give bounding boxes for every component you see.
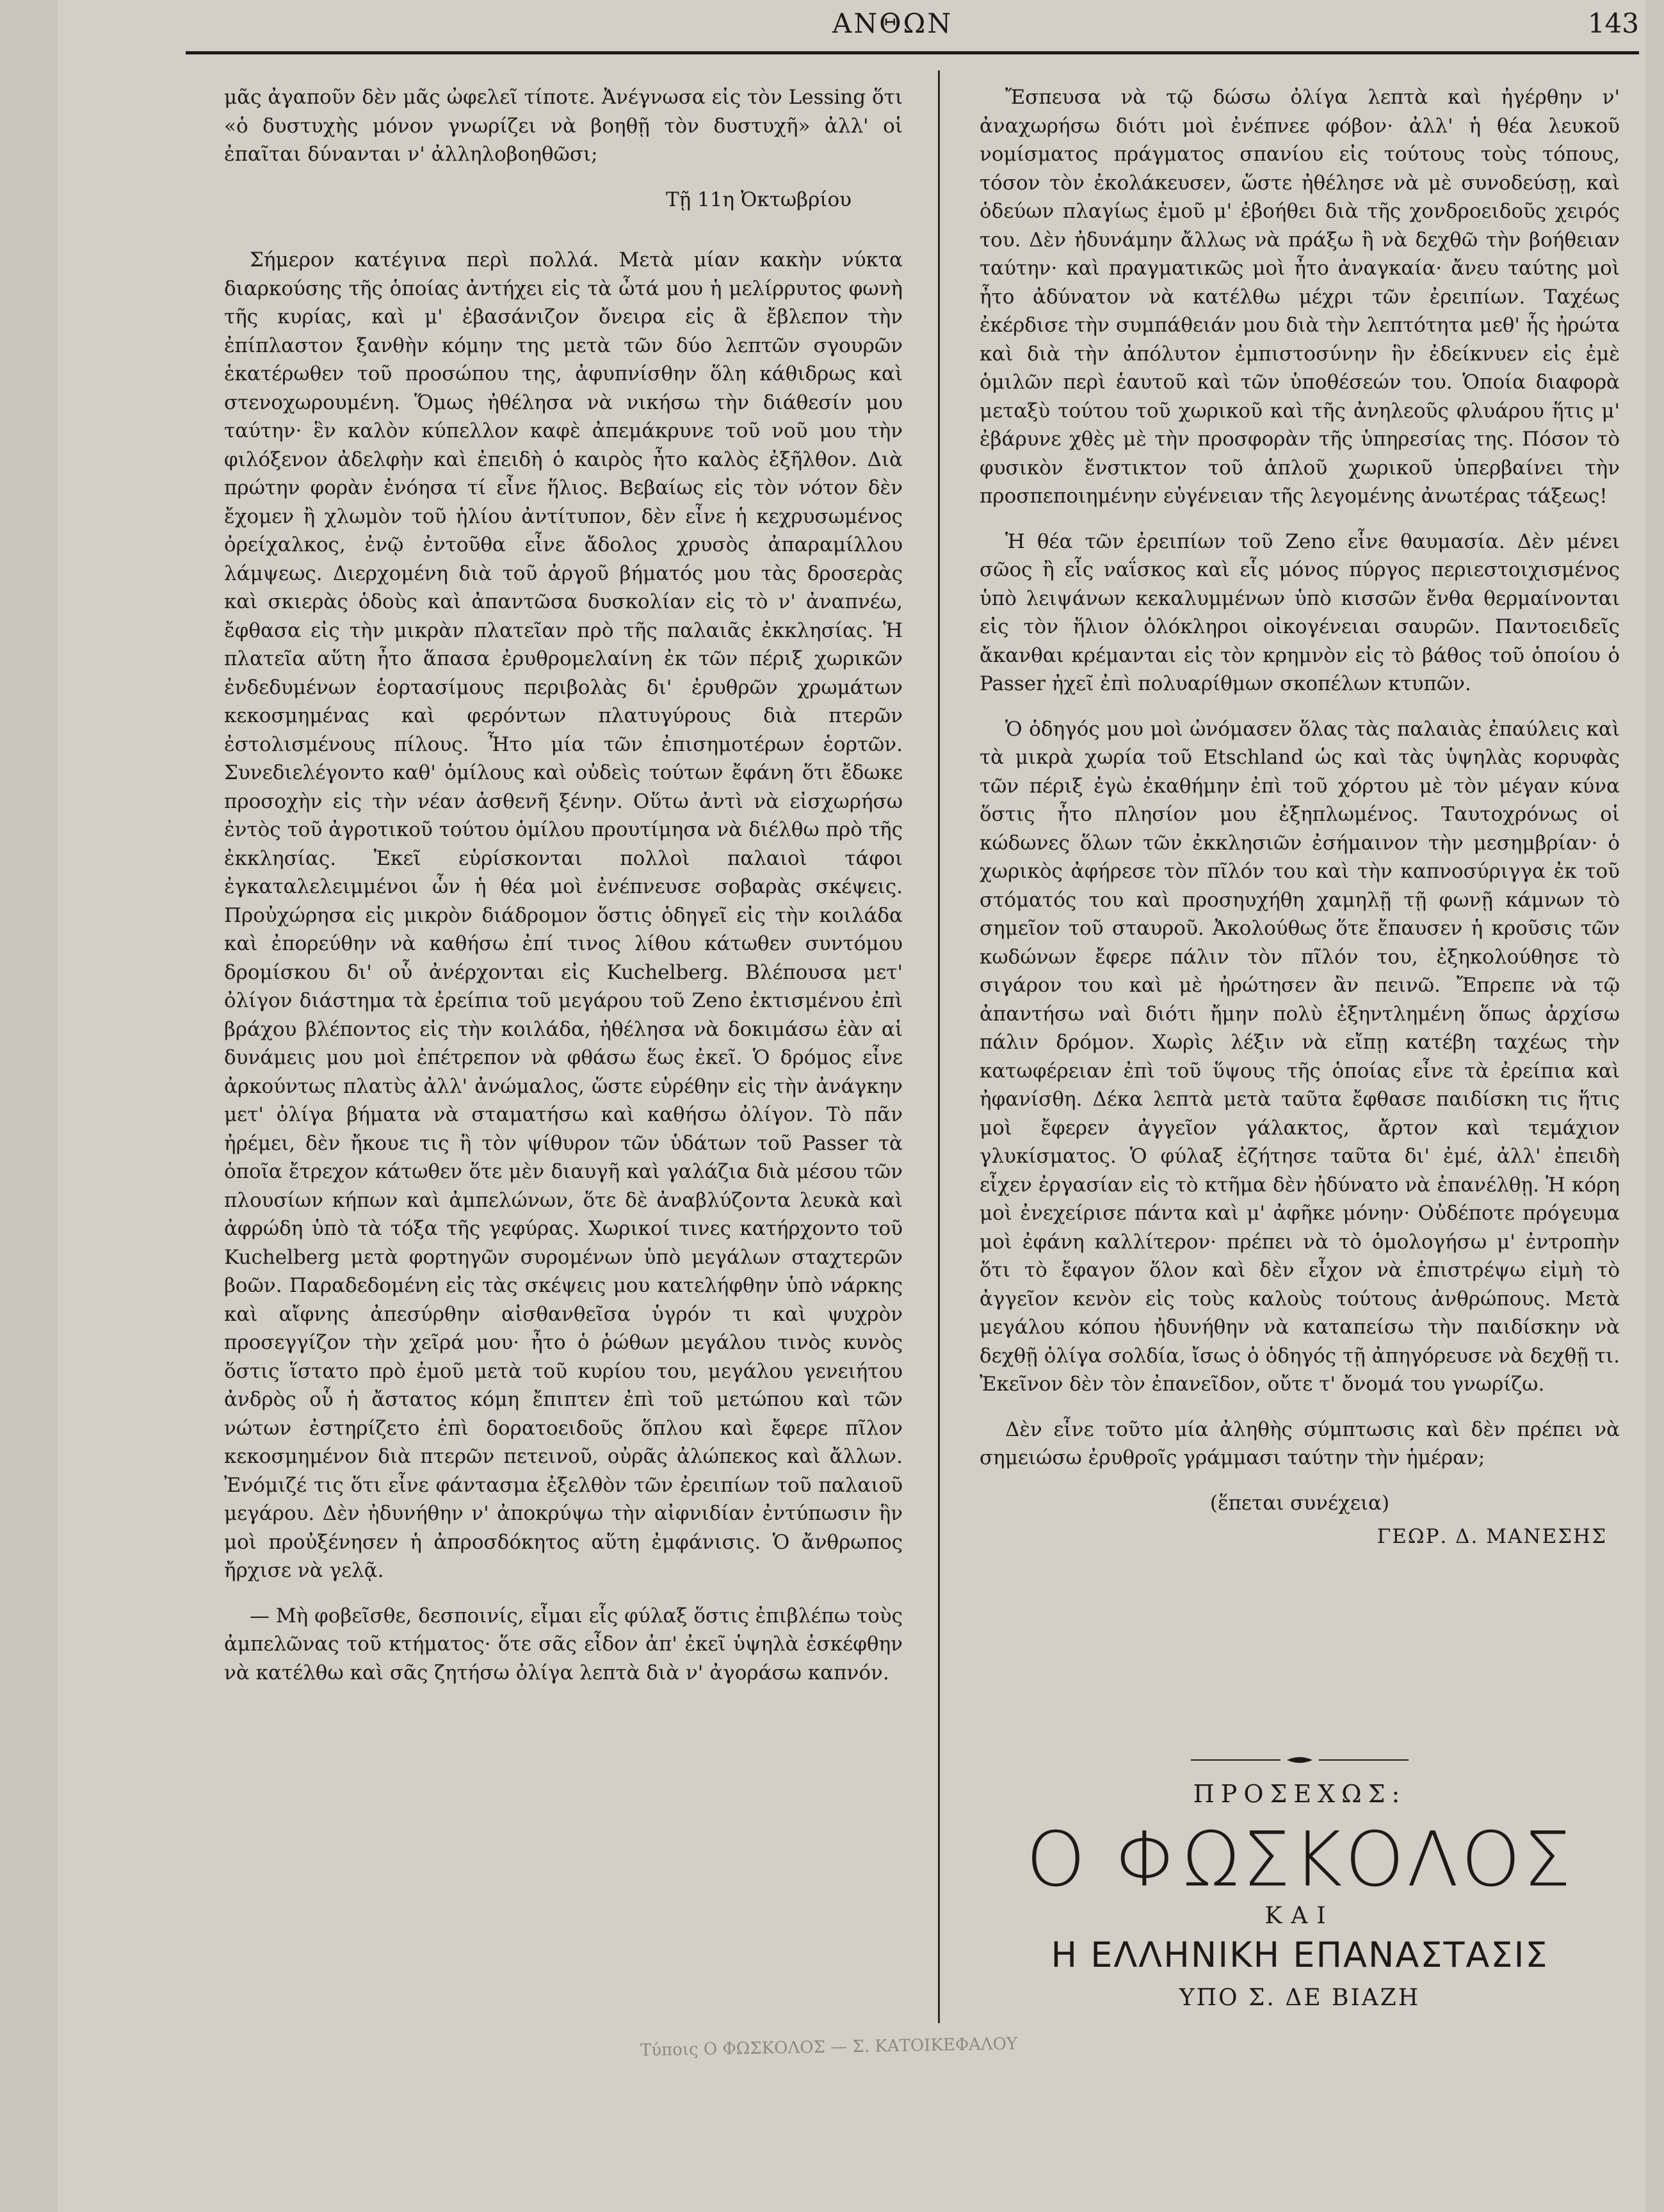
ad-author: ΥΠΟ Σ. ΔΕ ΒΙΑΖΗ bbox=[1179, 1985, 1421, 2011]
paragraph: Ὁ ὁδηγός μου μοὶ ὠνόμασεν ὅλας τὰς παλαιὰς ἐπαύλεις καὶ τὰ μικρὰ χωρία τοῦ Etschland ὡς καὶ τὰς ὑψηλὰς κορυφὰς τῶν πέριξ ἐγὼ ἐκαθήμην ἐπὶ τοῦ χόρτου μὲ τὸν μέγαν κύνα ὅστις ἦτο πλησίον μου ἐξηπλωμένος. Ταυτοχρόνως οἱ κώδωνες ὅλων τῶν ἐκκλησιῶν ἐσήμαινον τὴν μεσημβρίαν· ὁ χωρικὸς ἀφήρεσε τὸν πῖλόν του καὶ τὴν καπνοσύριγγα ἐκ τοῦ στόματός του καὶ προσηυχήθη χαμηλῇ τῇ φωνῇ κάμνων τὸ σημεῖον τοῦ σταυροῦ. Ἀκολούθως ὅτε ἔπαυσεν ἡ κροῦσις τῶν κωδώνων ἔφερε πάλιν τὸν πῖλόν του, ἐξηκολούθησε τὸ σιγάρον του καὶ μὲ ἠρώτησεν ἂν πεινῶ. Ἔπρεπε νὰ τῷ ἀπαντήσω ναὶ διότι ἤμην πολὺ ἐξηντλημένη ὅπως ἀρχίσω πάλιν δρόμον. Χωρὶς λέξιν νὰ εἴπῃ κατέβη ταχέως τὴν κατωφέρειαν ἐπὶ τοῦ ὕψους τῆς ὁποίας εἶνε τὰ ἐρείπια καὶ ἠφανίσθη. Δέκα λεπτὰ μετὰ ταῦτα ἔφθασε παιδίσκη τις ἥτις μοὶ ἔφερεν ἀγγεῖον γάλακτος, ἄρτον καὶ τεμάχιον γλυκίσματος. Ὁ φύλαξ ἐζήτησε ταῦτα δι' ἐμέ, ἀλλ' ἐπειδὴ εἶχεν ἐργασίαν εἰς τὸ κτῆμα δὲν ἠδύνατο νὰ ἐπανέλθῃ. Ἡ κόρη μοὶ ἐνεχείρισε πάντα καὶ μ' ἀφῆκε μόνην· Οὐδέποτε πρόγευμα μοὶ ἐφάνη καλλίτερον· πρέπει νὰ τὸ ὁμολογήσω μ' ἐντροπὴν ὅτι τὸ ἔφαγον ὅλον καὶ δὲν εἶχον νὰ ἐπιστρέψω εἰμὴ τὸ ἀγγεῖον κενὸν εἰς τοὺς καλοὺς τούτους ἀνθρώπους. Μετὰ μεγάλου κόπου ἠδυνήθην νὰ καταπείσω τὴν παιδίσκην νὰ δεχθῇ ὀλίγα σολδία, ἴσως ὁ ὁδηγός τῇ ἀπηγόρευσε νὰ δεχθῇ τι. Ἐκεῖνον δὲν τὸν ἐπανεῖδον, οὔτε τ' ὄνομά του γνωρίζω. bbox=[980, 717, 1620, 1396]
left-column bbox=[224, 83, 903, 2049]
paragraph: μᾶς ἀγαποῦν δὲν μᾶς ὠφελεῖ τίποτε. Ἀνέγνωσα εἰς τὸν Lessing ὅτι «ὁ δυστυχὴς μόνον γνωρίζει νὰ βοηθῇ τὸν δυστυχῆ» ἀλλ' οἱ ἐπαῖται δύνανται ν' ἀλληλοβοηθῶσι; bbox=[224, 86, 903, 166]
ad-subtitle: Η ΕΛΛΗΝΙΚΗ ΕΠΑΝΑΣΤΑΣΙΣ bbox=[1051, 1935, 1549, 1975]
paragraph: Σήμερον κατέγινα περὶ πολλά. Μετὰ μίαν κακὴν νύκτα διαρκούσης τῆς ὁποίας ἀντήχει εἰς τὰ ὦτά μου ἡ μελίρρυτος φωνὴ τῆς κυρίας, καὶ μ' ἐβασάνιζον ὄνειρα εἰς ἃ ἔβλεπον τὴν ἐπίπλαστον ξανθὴν κόμην της μετὰ τῶν δύο λεπτῶν σγουρῶν ἑκατέρωθεν τοῦ προσώπου της, ἀφυπνίσθην ὅλη κάθιδρως καὶ στενοχωρουμένη. Ὅμως ἠθέλησα νὰ νικήσω τὴν διάθεσίν μου ταύτην· ἓν καλὸν κύπελλον καφὲ ἀπεμάκρυνε τοῦ νοῦ μου τὴν φιλόξενον ἀδελφὴν καὶ ἐπειδὴ ὁ καιρὸς ἦτο καλὸς ἐξῆλθον. Διὰ πρώτην φορὰν ἐνόησα τί εἶνε ἥλιος. Βεβαίως εἰς τὸν νότον δὲν ἔχομεν ἢ χλωμὸν τοῦ ἡλίου ἀντίτυπον, δὲν εἶνε ἡ κεχρυσωμένος ὀρείχαλκος, ἐνῷ ἐντοῦθα εἶνε ἄδολος χρυσὸς ἀπαραμίλλου λάμψεως. Διερχομένη διὰ τοῦ ἀργοῦ βήματός μου τὰς δροσερὰς καὶ σκιερὰς ὁδοὺς καὶ ἀπαντῶσα δυσκολίαν εἰς τὸ ν' ἀναπνέω, ἔφθασα εἰς τὴν μικρὰν πλατεῖαν πρὸ τῆς παλαιᾶς ἐκκλησίας. Ἡ πλατεῖα αὕτη ἦτο ἅπασα ἐρυθρομελαίνη ἐκ τῶν πέριξ χωρικῶν ἐνδεδυμένων ἑορτασίμους περιβολὰς δι' ἐρυθρῶν χρωμάτων κεκοσμημένας καὶ φερόντων πλατυγύρους διὰ πτερῶν ἐστολισμένους πίλους. Ἦτο μία τῶν ἐπισημοτέρων ἑορτῶν. Συνεδιελέγοντο καθ' ὁμίλους καὶ οὐδεὶς τούτων ἔφάνη ὅτι ἔδωκε προσοχὴν εἰς τὴν νέαν ἀσθενῆ ξένην. Οὕτω ἀντὶ νὰ εἰσχωρήσω ἐντὸς τοῦ ἀγροτικοῦ τούτου ὁμίλου προυτίμησα νὰ διέλθω πρὸ τῆς ἐκκλησίας. Ἐκεῖ εὑρίσκονται πολλοὶ παλαιοὶ τάφοι ἐγκαταλελειμμένοι ὧν ἡ θέα μοὶ ἐνέπνευσε σοβαρὰς σκέψεις. Προὐχώρησα εἰς μικρὸν διάδρομον ὅστις ὁδηγεῖ εἰς τὴν κοιλάδα καὶ ἐπορεύθην νὰ καθήσω ἐπί τινος λίθου κάτωθεν συντόμου δρομίσκου δι' οὗ ἀνέρχονται εἰς Kuchelberg. Βλέπουσα μετ' ὀλίγον διάστημα τὰ ἐρείπια τοῦ μεγάρου τοῦ Zeno ἐκτισμένου ἐπὶ βράχου βλέποντος εἰς τὴν κοιλάδα, ἠθέλησα νὰ δοκιμάσω ἐὰν αἱ δυνάμεις μου μοὶ ἐπέτρεπον νὰ φθάσω ἕως ἐκεῖ. Ὁ δρόμος εἶνε ἀρκούντως πλατὺς ἀλλ' ἀνώμαλος, ὥστε εὑρέθην εἰς τὴν ἀνάγκην μετ' ὀλίγα βήματα νὰ σταματήσω καὶ καθήσω ὀλίγον. Τὸ πᾶν ἠρέμει, δὲν ἤκουε τις ἢ τὸν ψίθυρον τῶν ὑδάτων τοῦ Passer τὰ ὁποῖα ἔτρεχον κάτωθεν ὅτε μὲν διαυγῆ καὶ γαλάζια διὰ μέσου τῶν πλουσίων κήπων καὶ ἀμπελώνων, ὅτε δὲ ἀναβλύζοντα λευκὰ καὶ ἀφρώδη ὑπὸ τὰ τόξα τῆς γεφύρας. Χωρικοί τινες κατήρχοντο τοῦ Kuchelberg μετὰ φορτηγῶν συρομένων ὑπὸ μεγάλων σταχτερῶν βοῶν. Παραδεδομένη εἰς τὰς σκέψεις μου κατελήφθην ὑπὸ νάρκης καὶ αἴφνης ἀπεσύρθην αἰσθανθεῖσα ὑγρόν τι καὶ ψυχρὸν προσεγγίζον τὴν χεῖρά μου· ἦτο ὁ ῥώθων μεγάλου τινὸς κυνὸς ὅστις ἵστατο πρὸ ἐμοῦ μετὰ τοῦ κυρίου του, μεγάλου γενειήτου ἀνδρὸς οὗ ἡ ἄστατος κόμη ἔπιπτεν ἐπὶ τοῦ μετώπου καὶ τῶν νώτων ἐστηρίζετο ἐπὶ δορατοειδοῦς ὅπλου καὶ ἔφερε πῖλον κεκοσμημένον διὰ πτερῶν πετεινοῦ, οὐρᾶς ἀλώπεκος καὶ ἄλλων. Ἐνόμιζέ τις ὅτι εἶνε φάντασμα ἐξελθὸν τῶν ἐρειπίων τοῦ παλαιοῦ μεγάρου. Δὲν ἠδυνήθην ν' ἀποκρύψω τὴν αἰφνιδίαν ἐντύπωσιν ἣν μοὶ προὐξένησεν ἡ ἀπροσδόκητος αὕτη ἐμφάνισις. Ὁ ἄνθρωπος ἤρχισε νὰ γελᾷ. bbox=[224, 248, 903, 1582]
paragraph: Δὲν εἶνε τοῦτο μία ἀληθὴς σύμπτωσις καὶ δὲν πρέπει νὰ σημειώσω ἐρυθροῖς γράμμασι ταύτην τὴν ἡμέραν; bbox=[980, 1417, 1620, 1469]
ornament-divider bbox=[1191, 1754, 1409, 1766]
advertisement bbox=[980, 1754, 1620, 2030]
page-header bbox=[192, 8, 1639, 52]
journal-title: ΑΝΘΩΝ bbox=[832, 8, 953, 39]
date-line: Τῇ 11η Ὀκτωβρίου bbox=[665, 188, 852, 211]
page-number: 143 bbox=[1587, 8, 1639, 39]
ad-notice: ΠΡΟΣΕΧΩΣ: bbox=[1193, 1780, 1407, 1808]
continuation-note: (ἕπεται συνέχεια) bbox=[1209, 1491, 1390, 1515]
paragraph: — Μὴ φοβεῖσθε, δεσποινίς, εἶμαι εἷς φύλαξ ὅστις ἐπιβλέπω τοὺς ἀμπελῶνας τοῦ κτήματος· ὅτε σᾶς εἶδον ἀπ' ἐκεῖ ὑψηλὰ ἐσκέφθην νὰ κατέλθω καὶ σᾶς ζητήσω ὀλίγα λεπτὰ διὰ ν' ἀγοράσω καπνόν. bbox=[224, 1604, 903, 1684]
ad-conjunction: ΚΑΙ bbox=[1264, 1903, 1335, 1929]
column-divider bbox=[938, 70, 940, 2023]
bleed-through-text: Τύποις Ο ΦΩΣΚΟΛΟΣ — Σ. ΚΑΤΟΙΚΕΦΑΛΟΥ bbox=[640, 2034, 1018, 2060]
header-rule bbox=[186, 51, 1639, 54]
right-column bbox=[980, 83, 1620, 1722]
paragraph: Ἡ θέα τῶν ἐρειπίων τοῦ Zeno εἶνε θαυμασία. Δὲν μένει σῶος ἢ εἷς ναΐσκος καὶ εἷς μόνος πύργος περιεστοιχισμένος ὑπὸ λειψάνων κεκαλυμμένων ὑπὸ κισσῶν ἔνθα θερμαίνονται εἰς τὸν ἥλιον ὁλόκληροι οἰκογένειαι σαυρῶν. Παντοειδεῖς ἄκανθαι κρέμανται εἰς τὸν κρημνὸν εἰς τὸ βάθος τοῦ ὁποίου ὁ Passer ἠχεῖ ἐπὶ πολυαρίθμων σκοπέλων κτυπῶν. bbox=[980, 529, 1620, 695]
author-signature: ΓΕΩΡ. Δ. ΜΑΝΕΣΗΣ bbox=[1377, 1525, 1607, 1548]
ad-title: Ο ΦΩΣΚΟΛΟΣ bbox=[1026, 1815, 1574, 1903]
paragraph: Ἔσπευσα νὰ τῷ δώσω ὀλίγα λεπτὰ καὶ ἠγέρθην ν' ἀναχωρήσω διότι μοὶ ἐνέπνεε φόβον· ἀλλ' ἡ θέα λευκοῦ νομίσματος πράγματος σπανίου εἰς τούτους τοὺς τόπους, τόσον τὸν ἐκολάκευσεν, ὥστε ἠθέλησε νὰ μὲ συνοδεύσῃ, καὶ ὁδεύων πλαγίως ἐμοῦ μ' ἐβοήθει διὰ τῆς χονδροειδοῦς χειρός του. Δὲν ἠδυνάμην ἄλλως νὰ πράξω ἢ νὰ δεχθῶ τὴν βοήθειαν ταύτην· καὶ πραγματικῶς μοὶ ἦτο ἀναγκαία· ἄνευ ταύτης μοὶ ἦτο ἀδύνατον νὰ κατέλθω μέχρι τῶν ἐρειπίων. Ταχέως ἐκέρδισε τὴν συμπάθειάν μου διὰ τὴν λεπτότητα μεθ' ἧς ἠρώτα καὶ διὰ τὴν ἀπόλυτον ἐμπιστοσύνην ἣν ἐδείκνυεν εἰς ἐμὲ ὁμιλῶν περὶ ἑαυτοῦ καὶ τῶν ὑποθέσεών του. Ὁποία διαφορὰ μεταξὺ τούτου τοῦ χωρικοῦ καὶ τῆς ἀνηλεοῦς φλυάρου ἥτις μ' ἐβάρυνε χθὲς μὲ τὴν προσφορὰν τῆς ὑπηρεσίας της. Πόσον τὸ φυσικὸν ἔνστικτον τοῦ ἁπλοῦ χωρικοῦ ὑπερβαίνει τὴν προσπεποιημένην εὐγένειαν τῆς λεγομένης ἀνωτέρας τάξεως! bbox=[980, 86, 1620, 508]
